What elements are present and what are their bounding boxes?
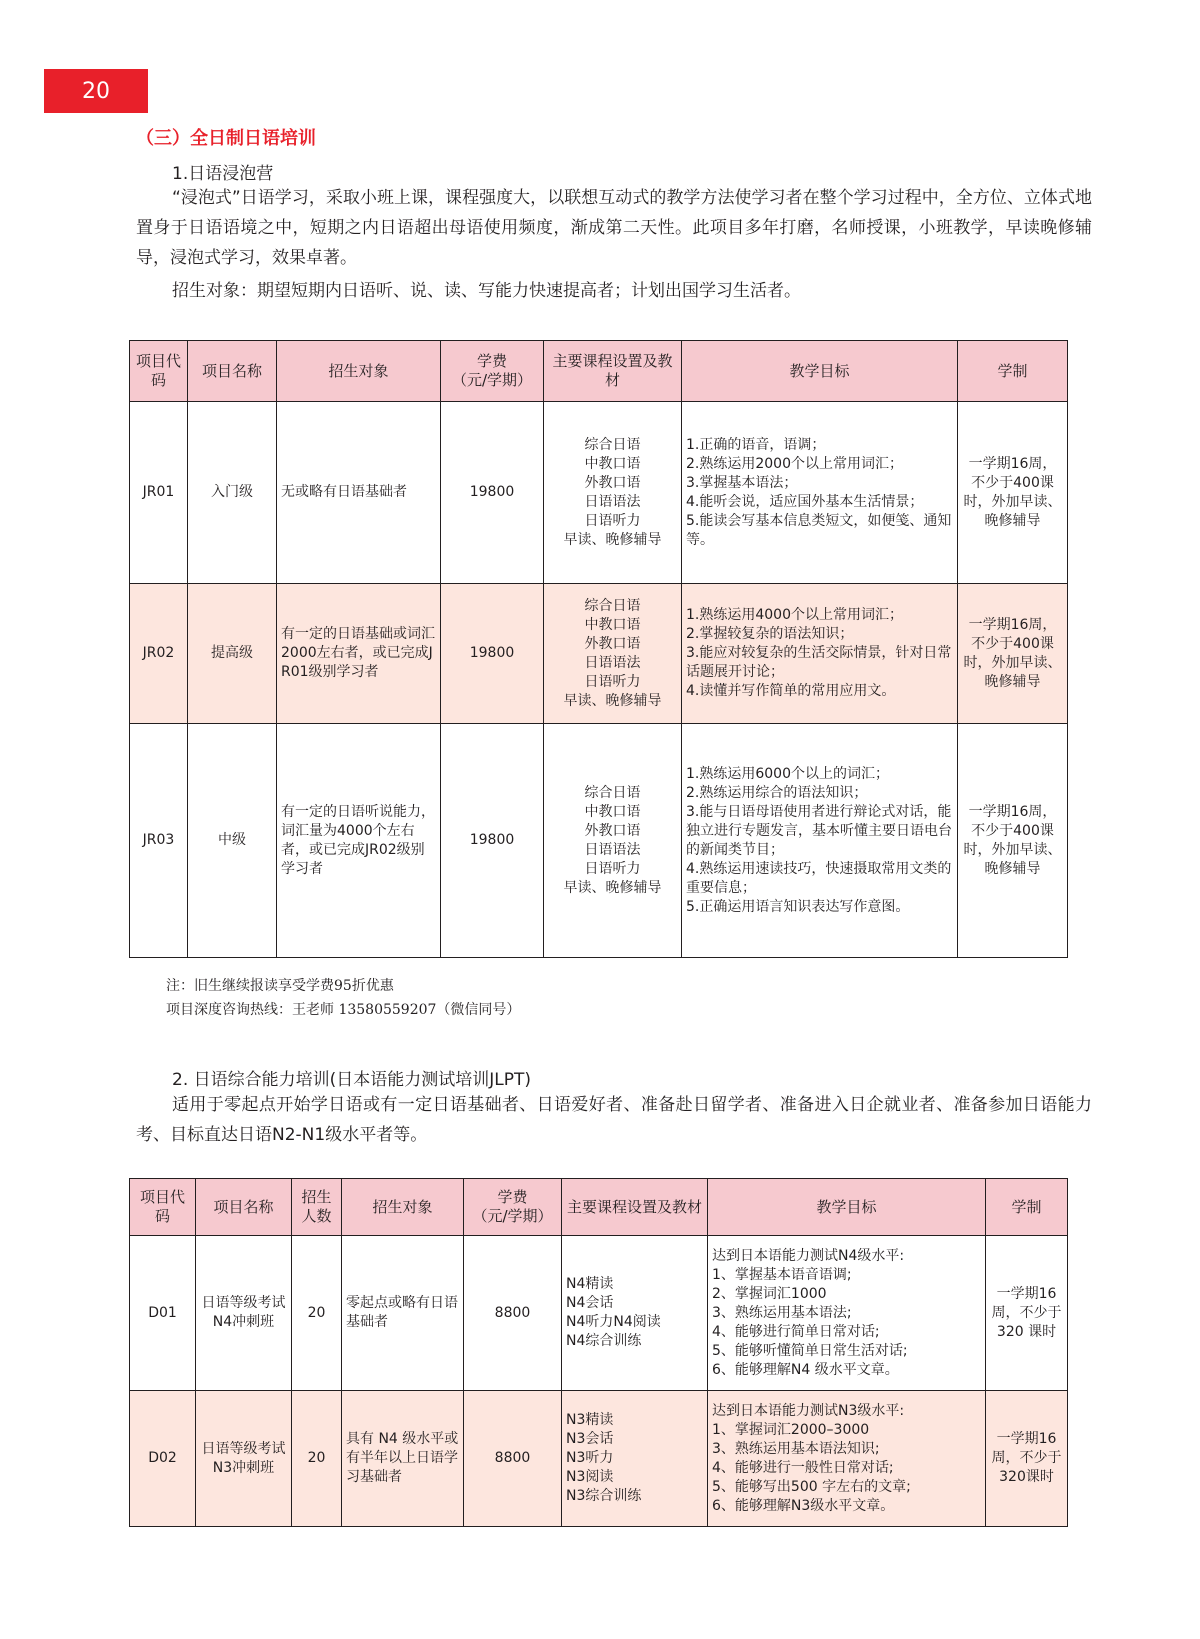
cell-goals: 达到日本语能力测试N3级水平: 1、掌握词汇2000–3000 3、熟练运用基本语法知识; 4、能够进行一般性日常对话; 5、能够写出500 字左右的文章; 6、能够理解N3级水平文章。 — [708, 1391, 986, 1527]
cell-name: 入门级 — [188, 402, 277, 584]
cell-fee: 19800 — [441, 724, 544, 958]
jlpt-description: 适用于零起点开始学日语或有一定日语基础者、日语爱好者、准备赴日留学者、准备进入日企就业者、准备参加日语能力考、目标直达日语N2-N1级水平者等。 — [136, 1095, 1092, 1145]
cell-name: 日语等级考试N4冲刺班 — [196, 1236, 292, 1391]
cell-count: 20 — [292, 1236, 342, 1391]
header-goals: 教学目标 — [682, 341, 958, 402]
header-courses: 主要课程设置及教材 — [562, 1179, 708, 1236]
cell-courses: 综合日语 中教口语 外教口语 日语语法 日语听力 早读、晚修辅导 — [544, 584, 682, 724]
immersion-camp-description: “浸泡式”日语学习，采取小班上课，课程强度大，以联想互动式的教学方法使学习者在整个学习过程中，全方位、立体式地置身于日语语境之中，短期之内日语超出母语使用频度，渐成第二天性。此项目多年打磨，名师授课，小班教学，早读晚修辅导，浸泡式学习，效果卓著。 — [136, 188, 1092, 268]
cell-code: JR03 — [130, 724, 188, 958]
header-count: 招生人数 — [292, 1179, 342, 1236]
header-fee: 学费 （元/学期） — [441, 341, 544, 402]
header-code: 项目代码 — [130, 1179, 196, 1236]
cell-name: 提高级 — [188, 584, 277, 724]
header-term: 学制 — [986, 1179, 1068, 1236]
cell-code: JR02 — [130, 584, 188, 724]
header-courses: 主要课程设置及教材 — [544, 341, 682, 402]
cell-term: 一学期16周，不少于320课时 — [986, 1391, 1068, 1527]
cell-code: JR01 — [130, 402, 188, 584]
cell-target: 零起点或略有日语基础者 — [342, 1236, 464, 1391]
immersion-camp-table — [129, 340, 1068, 958]
header-name: 项目名称 — [188, 341, 277, 402]
cell-fee: 19800 — [441, 584, 544, 724]
cell-courses: 综合日语 中教口语 外教口语 日语语法 日语听力 早读、晚修辅导 — [544, 402, 682, 584]
cell-courses: 综合日语 中教口语 外教口语 日语语法 日语听力 早读、晚修辅导 — [544, 724, 682, 958]
cell-target: 具有 N4 级水平或有半年以上日语学习基础者 — [342, 1391, 464, 1527]
table-row — [130, 724, 1068, 958]
table-header-row — [130, 341, 1068, 402]
table-row — [130, 584, 1068, 724]
consult-hotline: 项目深度咨询热线：王老师 13580559207（微信同号） — [166, 1002, 521, 1018]
immersion-camp-target: 招生对象：期望短期内日语听、说、读、写能力快速提高者；计划出国学习生活者。 — [172, 281, 801, 301]
header-name: 项目名称 — [196, 1179, 292, 1236]
header-code: 项目代码 — [130, 341, 188, 402]
section-title: （三）全日制日语培训 — [136, 128, 316, 149]
table-row — [130, 1391, 1068, 1527]
cell-term: 一学期16周，不少于320 课时 — [986, 1236, 1068, 1391]
discount-note: 注：旧生继续报读享受学费95折优惠 — [166, 978, 394, 994]
cell-courses: N3精读 N3会话 N3听力 N3阅读 N3综合训练 — [562, 1391, 708, 1527]
header-term: 学制 — [958, 341, 1068, 402]
cell-goals: 1.熟练运用6000个以上的词汇； 2.熟练运用综合的语法知识； 3.能与日语母语使用者进行辩论式对话，能独立进行专题发言，基本听懂主要日语电台的新闻类节目； 4.熟练运用速读技巧，快速摄取常用文类的重要信息； 5.正确运用语言知识表达写作意图。 — [682, 724, 958, 958]
header-target: 招生对象 — [277, 341, 441, 402]
table-row — [130, 1236, 1068, 1391]
cell-goals: 1.正确的语音，语调； 2.熟练运用2000个以上常用词汇； 3.掌握基本语法； 4.能听会说，适应国外基本生活情景； 5.能读会写基本信息类短文，如便笺、通知等。 — [682, 402, 958, 584]
header-target: 招生对象 — [342, 1179, 464, 1236]
cell-code: D02 — [130, 1391, 196, 1527]
cell-fee: 8800 — [464, 1391, 562, 1527]
cell-term: 一学期16周，不少于400课时，外加早读、晚修辅导 — [958, 402, 1068, 584]
cell-target: 无或略有日语基础者 — [277, 402, 441, 584]
immersion-camp-heading: 1.日语浸泡营 — [172, 164, 274, 184]
jlpt-table — [129, 1178, 1068, 1527]
cell-name: 中级 — [188, 724, 277, 958]
cell-term: 一学期16周，不少于400课时，外加早读、晚修辅导 — [958, 584, 1068, 724]
cell-code: D01 — [130, 1236, 196, 1391]
cell-goals: 1.熟练运用4000个以上常用词汇； 2.掌握较复杂的语法知识； 3.能应对较复杂的生活交际情景，针对日常话题展开讨论； 4.读懂并写作简单的常用应用文。 — [682, 584, 958, 724]
page-number: 20 — [44, 69, 148, 113]
cell-goals: 达到日本语能力测试N4级水平: 1、掌握基本语音语调; 2、掌握词汇1000 3、熟练运用基本语法; 4、能够进行简单日常对话; 5、能够听懂简单日常生活对话; 6、能够理解N4 级水平文章。 — [708, 1236, 986, 1391]
header-goals: 教学目标 — [708, 1179, 986, 1236]
cell-fee: 8800 — [464, 1236, 562, 1391]
table-header-row — [130, 1179, 1068, 1236]
cell-courses: N4精读 N4会话 N4听力N4阅读 N4综合训练 — [562, 1236, 708, 1391]
cell-count: 20 — [292, 1391, 342, 1527]
cell-target: 有一定的日语听说能力，词汇量为4000个左右者，或已完成JR02级别学习者 — [277, 724, 441, 958]
header-fee: 学费 （元/学期） — [464, 1179, 562, 1236]
cell-target: 有一定的日语基础或词汇2000左右者，或已完成JR01级别学习者 — [277, 584, 441, 724]
cell-name: 日语等级考试N3冲刺班 — [196, 1391, 292, 1527]
cell-term: 一学期16周，不少于400课时，外加早读、晚修辅导 — [958, 724, 1068, 958]
cell-fee: 19800 — [441, 402, 544, 584]
table-row — [130, 402, 1068, 584]
jlpt-heading: 2. 日语综合能力培训(日本语能力测试培训JLPT) — [172, 1070, 532, 1090]
